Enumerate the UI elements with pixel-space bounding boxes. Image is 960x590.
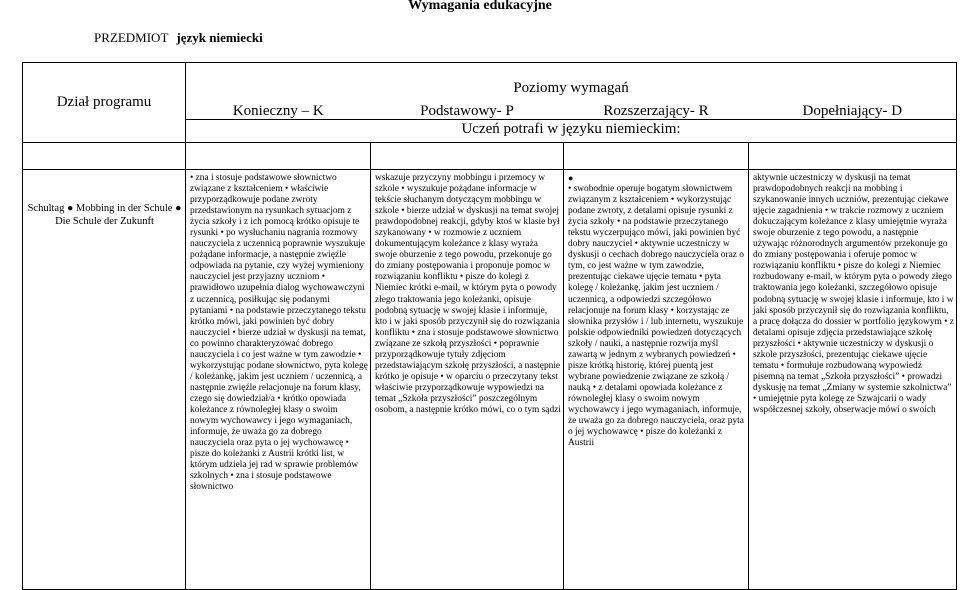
- topic-cell: Schultag ● Mobbing in der Schule ● Die Schule der Zukunft: [23, 170, 186, 590]
- subject-value: język niemiecki: [176, 30, 263, 45]
- level-d: Dopełniający- D: [749, 103, 957, 120]
- spacer-cell: [23, 143, 186, 170]
- spacer-cell: [186, 143, 371, 170]
- subject-label: PRZEDMIOT: [94, 30, 169, 45]
- requirements-table: [22, 62, 957, 590]
- header-dzial-programu: Dział programu: [23, 63, 186, 143]
- level-p: Podstawowy- P: [371, 103, 564, 120]
- header-uczen-potrafi: Uczeń potrafi w języku niemieckim:: [186, 120, 957, 143]
- spacer-cell: [564, 143, 749, 170]
- level-k: Konieczny – K: [186, 103, 371, 120]
- header-poziomy-wymagan: Poziomy wymagań: [186, 63, 957, 104]
- level-r: Rozszerzający- R: [564, 103, 749, 120]
- cell-r-text: • swobodnie operuje bogatym słownictwem związanym z kształceniem • wykorzystując podane zwroty, z detalami opisuje rysunki z życia szkoły • na podstawie przeczytanego tekstu wyczerpująco mówi, jaki powinien być dobry nauczyciel • aktywnie uczestniczy w dyskusji o cechach dobrego nauczyciela oraz o tym, co jest ważne w tym zawodzie, prezentując ciekawe ujęcie tematu • pyta kolegę / koleżankę, jakim jest uczniem / uczennicą, a odpowiedzi szczegółowo relacjonuje na forum klasy • korzystając ze słownika przysłów i / lub internetu, wyszukuje polskie odpowiedniki powiedzeń dotyczących szkoły / nauki, a następnie rozwija myśl zawartą w jednym z wybranych powiedzeń • pisze krótką historię, której puentą jest wybrane powiedzenie związane ze szkołą / nauką • z detalami opowiada koleżance z równoległej klasy o swoim nowym wychowawcy i jego wymaganiach, informuje, że uważa go za dobrego nauczyciela, oraz pyta o jej wychowawcę • pisze do koleżanki z Austrii: [568, 184, 744, 449]
- document-title: Wymagania edukacyjne: [408, 0, 552, 13]
- cell-r: [564, 170, 749, 590]
- cell-p: wskazuje przyczyny mobbingu i przemocy w szkole • wyszukuje pożądane informacje w tekście słuchanym dotyczącym mobbingu w szkole • bierze udział w dyskusji na temat swojej prawdopodobnej reakcji, gdyby ktoś w klasie był szykanowany • w rozmowie z uczniem dokumentującym koleżance z klasy wyraża swoje oburzenie z tego powodu, przekonuje go do zmiany postępowania i proponuje pomoc w rozwiązaniu konfliktu • pisze do kolegi z Niemiec krótki e-mail, w którym pyta o powody złego traktowania jego koleżanki, opisuje podobną sytuację w swojej klasie i informuje, kto i w jaki sposób przyczynił się do rozwiązania konfliktu • zna i stosuje podstawowe słownictwo związane ze szkołą przyszłości • poprawnie przyporządkowuje tytuły zdjęciom przedstawiającym szkołę przyszłości, a następnie krótko je opisuje • w oparciu o przeczytany tekst właściwie przyporządkowuje wypowiedzi na temat „Szkoła przyszłości” poszczególnym osobom, a następnie krótko mówi, co o tym sądzi: [371, 170, 564, 590]
- spacer-cell: [749, 143, 957, 170]
- cell-k: • zna i stosuje podstawowe słownictwo związane z kształceniem • właściwie przyporządkowuje podane zwroty przedstawionym na rysunkach sytuacjom z życia szkoły i z ich pomocą krótko opisuje te rysunki • po wysłuchaniu nagrania rozmowy nauczyciela z uczennicą poprawnie wyszukuje pożądane informacje, a następnie zwięźle odpowiada na pytanie, czy wyżej wymieniony nauczyciel jest przyjazny uczniom • prawidłowo uzupełnia dialog wychowawczyni z uczennicą, posiłkując się podanymi pytaniami • na podstawie przeczytanego tekstu krótko mówi, jaki powinien być dobry nauczyciel • bierze udział w dyskusji na temat, co powinno charakteryzować dobrego nauczyciela i co jest ważne w tym zawodzie • wykorzystując podane słownictwo, pyta kolegę / koleżankę, jakim jest uczniem / uczennicą, a następnie zwięźle relacjonuje na forum klasy, czego się dowiedział/a • krótko opowiada koleżance z równoległej klasy o swoim nowym wychowawcy i jego wymaganiach, informuje, że uważa go za dobrego nauczyciela oraz pyta o jej wychowawcę • pisze do koleżanki z Austrii krótki list, w którym udziela jej rad w sprawie problemów szkolnych • zna i stosuje podstawowe słownictwo: [186, 170, 371, 590]
- spacer-cell: [371, 143, 564, 170]
- cell-d: aktywnie uczestniczy w dyskusji na temat prawdopodobnych reakcji na mobbing i szykanowanie innych uczniów, prezentując ciekawe ujęcie zagadnienia • w trakcie rozmowy z uczniem dokuczającym koleżance z klasy umiejętnie wyraża swoje oburzenie z tego powodu, a następnie używając różnorodnych argumentów przekonuje go do zmiany postępowania i oferuje pomoc w rozwiązaniu konfliktu • pisze do kolegi z Niemiec rozbudowany e-mail, w którym pyta o powody złego traktowania jego koleżanki, szczegółowo opisuje podobną sytuację w swojej klasie i informuje, kto i w jaki sposób przyczynił się do rozwiązania konfliktu, a pracę dołącza do dossier w portfolio językowym • z detalami opisuje zdjęcia przedstawiające szkołę przyszłości • aktywnie uczestniczy w dyskusji o szkole przyszłości, prezentując ciekawe ujęcie tematu • formułuje rozbudowaną wypowiedź pisemną na temat „Szkoła przyszłości” • prowadzi dyskusję na temat „Zmiany w systemie szkolnictwa” • umiejętnie pyta kolegę ze Szwajcarii o wady współczesnej szkoły, obserwacje mówi o swoich: [749, 170, 957, 590]
- bullet-icon: ●: [568, 173, 574, 183]
- subject-line: [94, 30, 263, 46]
